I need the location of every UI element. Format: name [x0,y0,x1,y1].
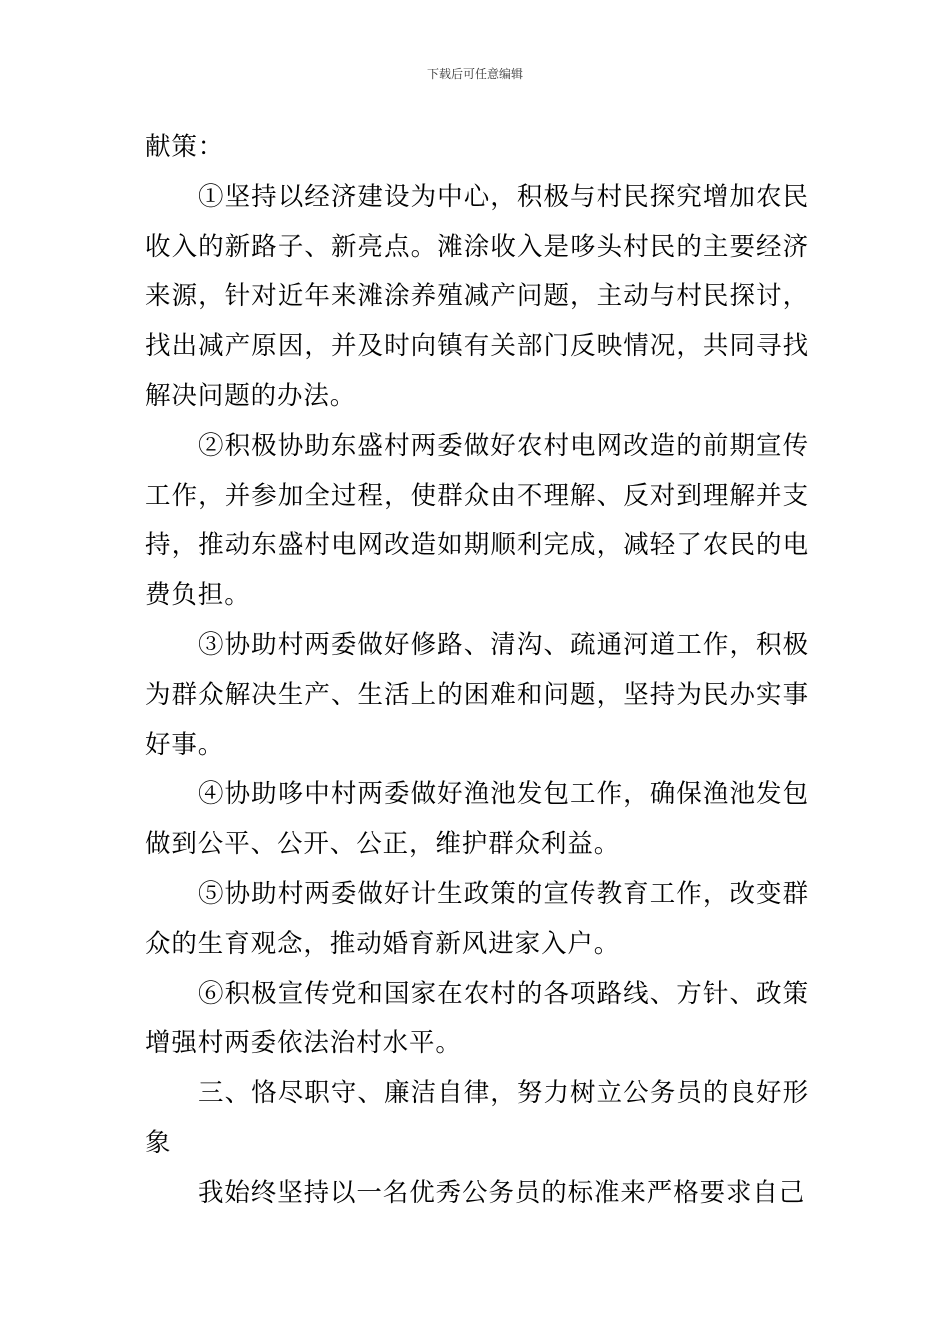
paragraph-intro: 献策： [145,132,225,162]
paragraph-item-4: ④协助哆中村两委做好渔池发包工作，确保渔池发包做到公平、公开、公正，维护群众利益。 [145,779,809,860]
page-header: 下载后可任意编辑 [426,67,523,81]
paragraph-item-5: ⑤协助村两委做好计生政策的宣传教育工作，改变群众的生育观念，推动婚育新风进家入户。 [145,878,809,959]
section-heading: 三、恪尽职守、廉洁自律，努力树立公务员的良好形象 [145,1078,809,1158]
document-body [145,123,809,1219]
paragraph-item-1: ①坚持以经济建设为中心，积极与村民探究增加农民收入的新路子、新亮点。滩涂收入是哆头村民的主要经济来源，针对近年来滩涂养殖减产问题，主动与村民探讨，找出减产原因，并及时向镇有关部门反映情况，共同寻找解决问题的办法。 [145,181,809,411]
paragraph-closing: 我始终坚持以一名优秀公务员的标准来严格要求自己 [198,1177,806,1208]
paragraph-item-2: ②积极协助东盛村两委做好农村电网改造的前期宣传工作，并参加全过程，使群众由不理解、反对到理解并支持，推动东盛村电网改造如期顺利完成，减轻了农民的电费负担。 [145,430,809,611]
paragraph-item-3: ③协助村两委做好修路、清沟、疏通河道工作，积极为群众解决生产、生活上的困难和问题，坚持为民办实事好事。 [145,629,809,760]
paragraph-item-6: ⑥积极宣传党和国家在农村的各项路线、方针、政策增强村两委依法治村水平。 [145,978,809,1059]
